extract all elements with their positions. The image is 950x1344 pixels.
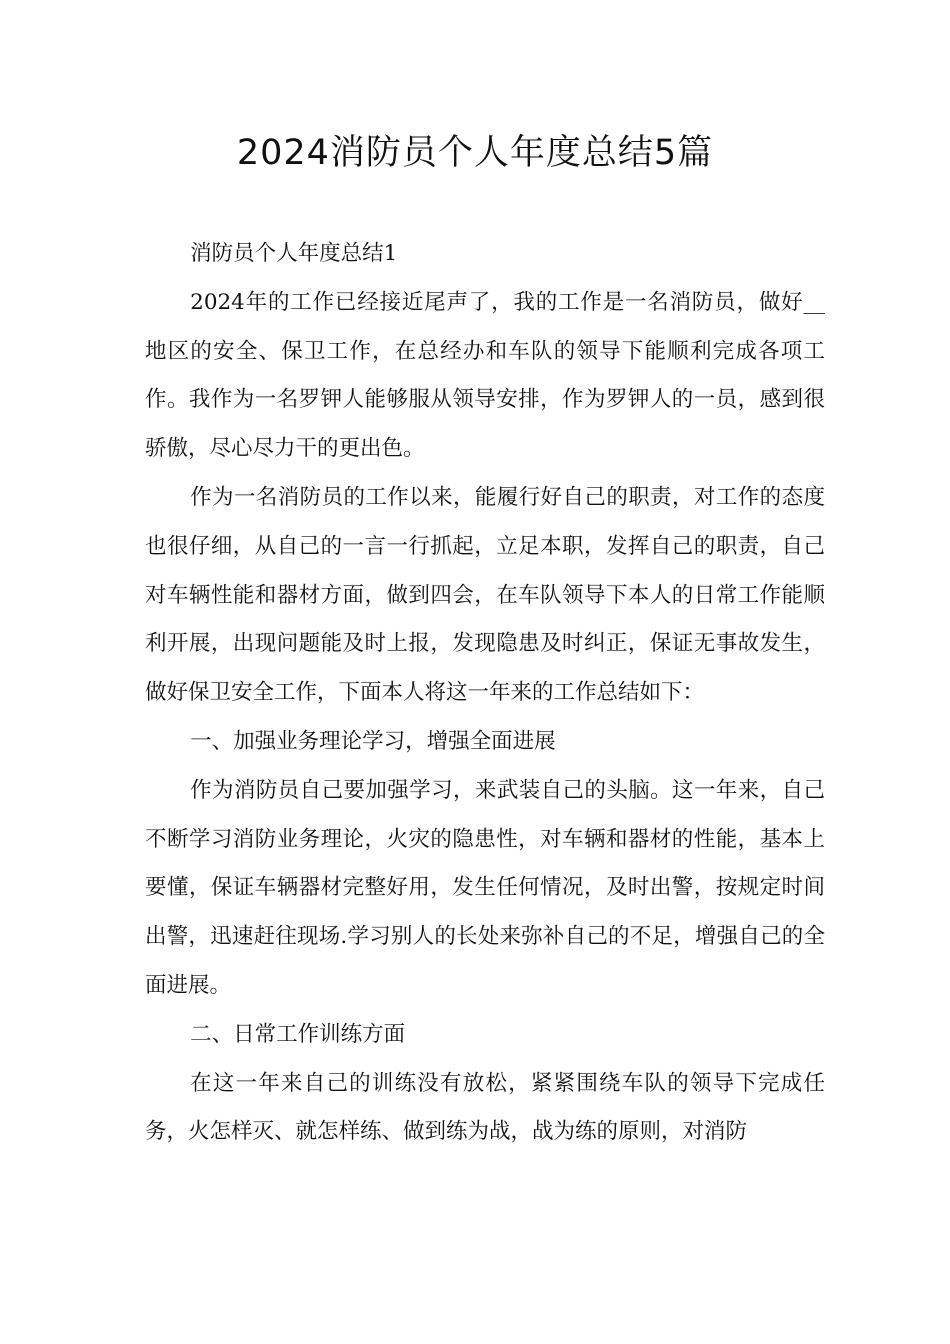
paragraph-1-text: 2024年的工作已经接近尾声了，我的工作是一名消防员，做好 xyxy=(190,289,804,315)
paragraph-1-continuation: 地区的安全、保卫工作，在总经办和车队的领导下能顺利完成各项工作。我作为一名罗钾人能够服从领导安排，作为罗钾人的一员，感到很骄傲，尽心尽力干的更出色。 xyxy=(145,338,825,462)
paragraph-1-blank: __ xyxy=(803,289,825,315)
heading-2: 二、日常工作训练方面 xyxy=(190,1021,406,1047)
paragraph-1 xyxy=(145,279,825,474)
document-body xyxy=(145,230,825,1157)
document-title: 2024消防员个人年度总结5篇 xyxy=(236,133,714,173)
paragraph-4: 在这一年来自己的训练没有放松，紧紧围绕车队的领导下完成任务，火怎样灭、就怎样练、做到练为战，战为练的原则，对消防 xyxy=(145,1070,825,1145)
paragraph-3: 作为消防员自己要加强学习，来武装自己的头脑。这一年来，自己不断学习消防业务理论，火灾的隐患性，对车辆和器材的性能，基本上要懂，保证车辆器材完整好用，发生任何情况，及时出警，按规定时间出警，迅速赶往现场.学习别人的长处来弥补自己的不足，增强自己的全面进展。 xyxy=(145,777,825,998)
section-title: 消防员个人年度总结1 xyxy=(190,241,398,266)
heading-1: 一、加强业务理论学习，增强全面进展 xyxy=(190,728,556,754)
paragraph-2: 作为一名消防员的工作以来，能履行好自己的职责，对工作的态度也很仔细，从自己的一言一行抓起，立足本职，发挥自己的职责，自己对车辆性能和器材方面，做到四会，在车队领导下本人的日常工作能顺利开展，出现问题能及时上报，发现隐患及时纠正，保证无事故发生，做好保卫安全工作，下面本人将这一年来的工作总结如下： xyxy=(145,484,825,706)
